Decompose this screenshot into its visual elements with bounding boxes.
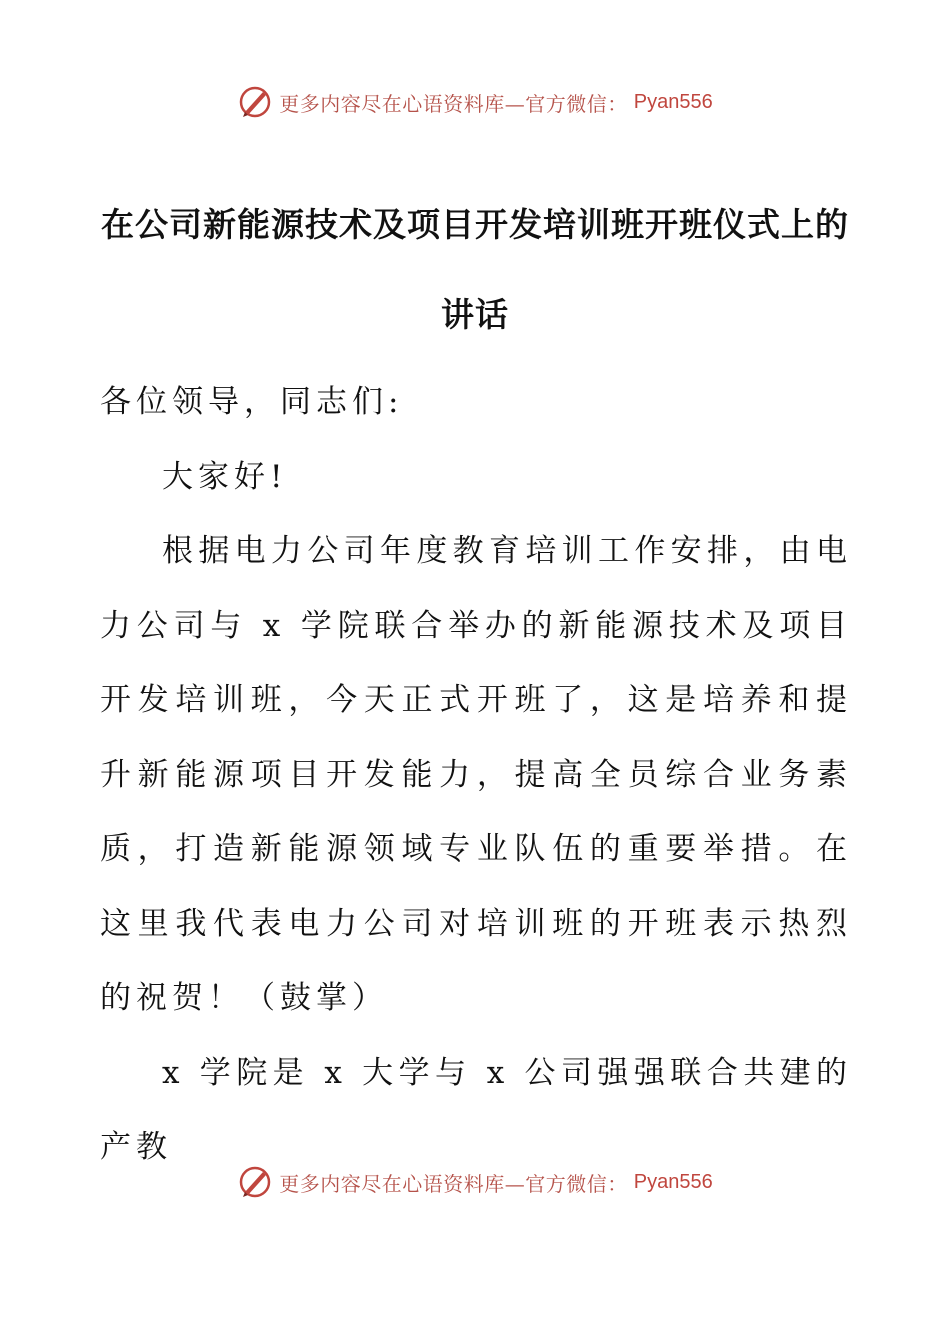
document-title: 在公司新能源技术及项目开发培训班开班仪式上的讲话 [101, 205, 849, 334]
paragraph: x 学院是 x 大学与 x 公司强强联合共建的产教 [100, 1054, 852, 1165]
header-banner [0, 84, 950, 120]
banner-wechat-id: Pyan556 [633, 90, 713, 113]
pen-logo-icon [237, 1164, 273, 1200]
document-body [100, 365, 852, 1185]
banner-wechat-id: Pyan556 [633, 1170, 713, 1193]
footer-banner [0, 1164, 950, 1200]
greeting: 大家好! [162, 458, 288, 495]
banner-text: 更多内容尽在心语资料库—官方微信： [279, 91, 628, 116]
paragraph: 根据电力公司年度教育培训工作安排，由电力公司与 x 学院联合举办的新能源技术及项目开发培训班，今天正式开班了，这是培养和提升新能源项目开发能力，提高全员综合业务素质，打造新能源领域专业队伍的重要举措。在这里我代表电力公司对培训班的开班表示热烈的祝贺！（鼓掌） [100, 533, 852, 1016]
pen-logo-icon [237, 84, 273, 120]
banner-text: 更多内容尽在心语资料库—官方微信： [279, 1171, 628, 1196]
salutation: 各位领导，同志们: [100, 384, 404, 420]
